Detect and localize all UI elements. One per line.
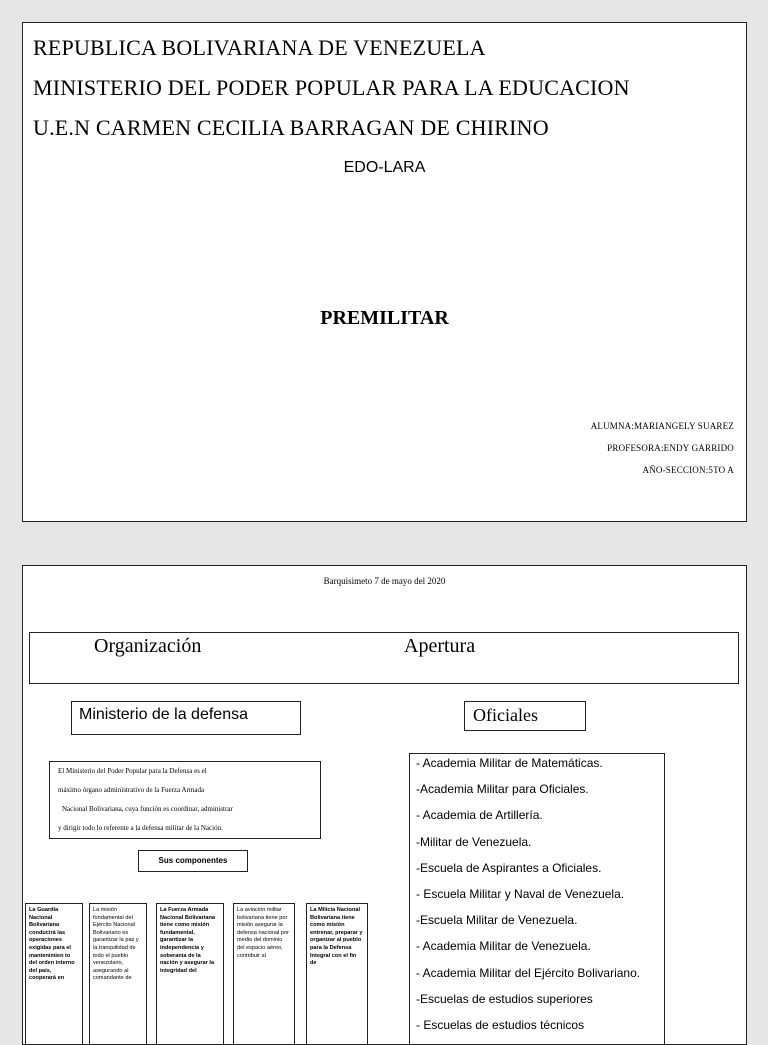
academies-list-box [409, 753, 665, 1045]
academy-item: - Escuelas de estudios técnicos [416, 1017, 585, 1032]
component-aviacion-box: La aviación militar bolivariana tiene por misión asegurar la defensa nacional por medio del dominio del espacio aéreo, contribuir al [233, 903, 295, 1045]
academy-item: - Academia Militar de Matemáticas. [416, 756, 603, 770]
academy-item: - Academia Militar del Ejército Bolivariano. [416, 965, 641, 980]
academy-item: -Militar de Venezuela. [416, 834, 532, 849]
officers-title-box: Oficiales [464, 701, 586, 731]
cover-page [22, 22, 747, 522]
student-name: ALUMNA:MARIANGELY SUAREZ [590, 421, 734, 431]
academy-item: - Academia Militar de Venezuela. [416, 939, 591, 954]
ministry-description-line: Nacional Bolivariana, cuya función es coordinar, administrar [62, 805, 233, 813]
band-title-organization: Organización [94, 635, 202, 657]
ministry-description-box [49, 761, 321, 839]
academy-item: -Escuela de Aspirantes a Oficiales. [416, 860, 602, 875]
component-ejercito-box: La misión fundamental del Ejército Nacional Bolivariano es garantizar la paz y la tranquilidad de todo el pueblo venezolano, asegurando al comandante de [89, 903, 147, 1045]
component-milicia-box: La Milicia Nacional Bolivariana tiene como misión entrenar, preparar y organizar al pueblo para la Defensa Integral con el fin de [306, 903, 368, 1045]
subject-title: PREMILITAR [320, 307, 449, 329]
academy-item: - Escuela Militar y Naval de Venezuela. [416, 886, 625, 901]
header-line-school: U.E.N CARMEN CECILIA BARRAGAN DE CHIRINO [33, 115, 549, 140]
state-label: EDO-LARA [343, 159, 426, 176]
academy-item: -Academia Militar para Oficiales. [416, 782, 589, 797]
teacher-name: PROFESORA:ENDY GARRIDO [607, 443, 734, 453]
component-guardia-box: La Guardia Nacional Bolivariana conducirá las operaciones exigidas para el mantenimien to del orden interno del país, cooperará en [25, 903, 83, 1045]
ministry-description-line: El Ministerio del Poder Popular para la Defensa es el [58, 767, 207, 775]
section-label: AÑO-SECCION:5TO A [642, 465, 734, 475]
title-band [29, 632, 739, 684]
header-line-republic: REPUBLICA BOLIVARIANA DE VENEZUELA [33, 35, 486, 60]
components-label-box: Sus componentes [138, 850, 248, 872]
ministry-description-line: máximo órgano administrativo de la Fuerza Armada [58, 786, 205, 794]
academy-item: -Escuelas de estudios superiores [416, 991, 593, 1006]
organization-page [22, 565, 747, 1045]
academy-item: -Escuela Militar de Venezuela. [416, 913, 578, 928]
header-line-ministry: MINISTERIO DEL PODER POPULAR PARA LA EDUCACION [33, 75, 630, 100]
band-title-opening: Apertura [404, 635, 476, 657]
academy-item: - Academia de Artillería. [416, 808, 543, 823]
date-line: Barquisimeto 7 de mayo del 2020 [323, 576, 446, 586]
ministry-description-line: y dirigir todo lo referente a la defensa militar de la Nación. [58, 824, 223, 832]
ministry-title-box: Ministerio de la defensa [71, 701, 301, 735]
component-fuerza-armada-box: La Fuerza Armada Nacional Bolivariana tiene como misión fundamental, garantizar la independencia y soberanía de la nación y asegurar la integridad del [156, 903, 224, 1045]
